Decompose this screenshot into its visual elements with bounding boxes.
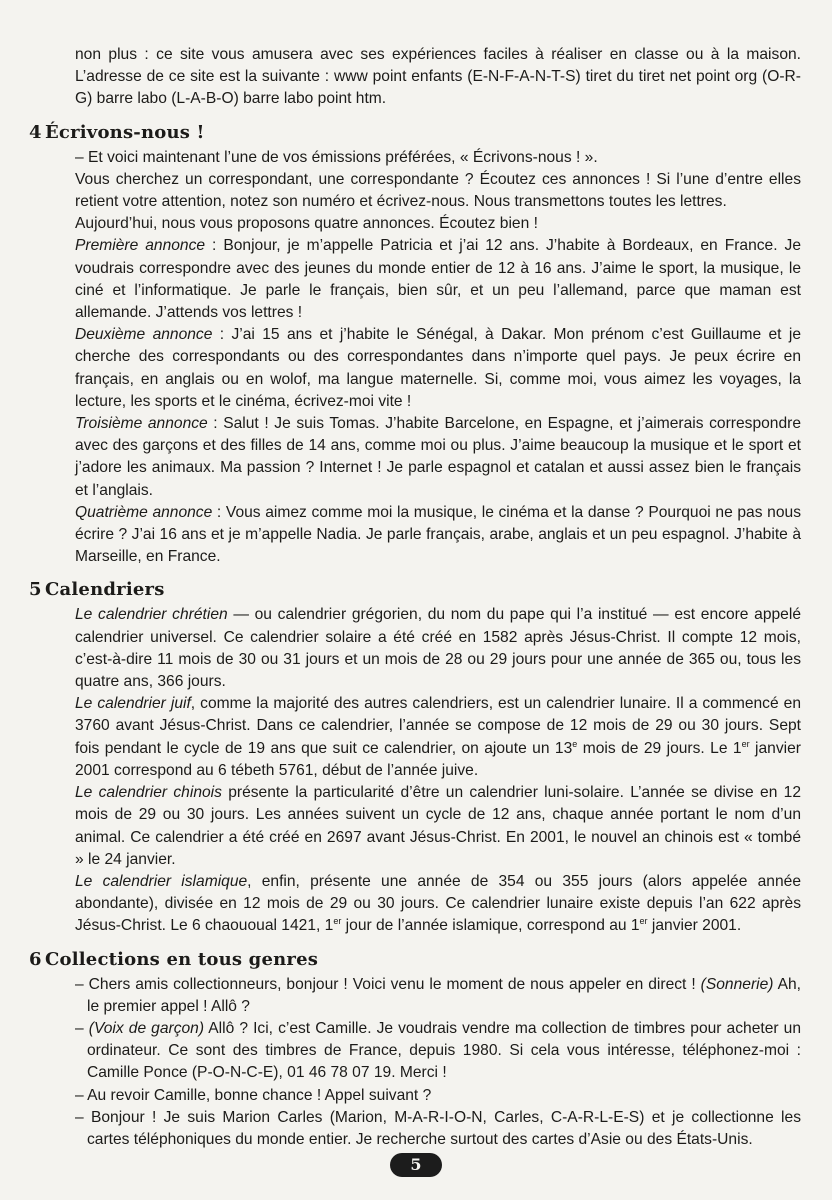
superscript: er <box>639 916 648 927</box>
announcement <box>29 324 801 413</box>
section-number: 4 <box>29 121 42 143</box>
section-number: 5 <box>29 579 42 601</box>
superscript: e <box>572 738 578 749</box>
calendar-paragraph <box>29 871 801 938</box>
superscript: er <box>333 916 342 927</box>
section-6-heading <box>29 948 801 972</box>
announcement <box>29 413 801 502</box>
dialogue-line <box>29 1018 801 1085</box>
stage-direction: (Sonnerie) <box>700 975 774 993</box>
page-number: 5 <box>390 1153 442 1177</box>
section-4-paragraph: Aujourd’hui, nous vous proposons quatre annonces. Écoutez bien ! <box>75 215 538 233</box>
announcement-text: : Bonjour, je m’appelle Patricia et j’ai 12 ans. J’habite à Bordeaux, en France. Je voudrais correspondre avec des jeunes du monde entier de 12 à 16 ans. J’aime le sport, la musique, le ciné et l’informatique. Je parle le français, bien sûr, et un peu l’allemand, parce que maman est allemande. J’attends vos lettres ! <box>75 237 801 322</box>
calendar-text: jour de l’année islamique, correspond au 1 <box>341 917 640 935</box>
announcement <box>29 235 801 324</box>
announcement-text: : Salut ! Je suis Tomas. J’habite Barcelone, en Espagne, et j’aimerais correspondre avec des garçons et des filles de 14 ans, comme moi ou plus. J’aime beaucoup la musique et le sport et j’adore les animaux. Ma passion ? Internet ! Je parle espagnol et catalan et aussi assez bien le français et l’anglais. <box>75 415 801 499</box>
announcement-text: : J’ai 15 ans et j’habite le Sénégal, à Dakar. Mon prénom c’est Guillaume et je cherche des correspondants ou des correspondantes dans n’importe quel pays. Je peux écrire en français, en anglais ou en wolof, ma langue maternelle. Si, comme moi, vous aimez les voyages, la lecture, les sports et le cinéma, écrivez-moi vite ! <box>75 326 801 410</box>
calendar-paragraph <box>29 604 801 693</box>
calendar-text: mois de 29 jours. Le 1 <box>577 739 742 757</box>
announcement-label: Quatrième annonce <box>75 503 213 521</box>
calendar-text: janvier 2001 correspond au 6 tébeth 5761, début de l’année juive. <box>75 739 801 779</box>
calendar-label: Le calendrier chinois <box>75 784 222 802</box>
calendar-text: , comme la majorité des autres calendriers, est un calendrier lunaire. Il a commencé en 3760 avant Jésus-Christ. Dans ce calendrier, l’année se compose de 12 mois de 29 ou 30 jours. Sept fois pendant le cycle de 19 ans que suit ce calendrier, on ajoute un 13 <box>75 695 802 757</box>
dialogue-line: – Bonjour ! Je suis Marion Carles (Marion, M-A-R-I-O-N, Carles, C-A-R-L-E-S) et je collectionne les cartes téléphoniques du monde entier. Je recherche surtout des cartes d’Asie ou des États-Unis. <box>75 1108 801 1148</box>
document-body <box>29 44 801 1151</box>
dialogue-line <box>29 974 801 1018</box>
dialogue-text: Allô ? Ici, c’est Camille. Je voudrais vendre ma collection de timbres pour acheter un ordinateur. Ce sont des timbres de France, depuis 1980. Si cela vous intéresse, téléphonez-moi : Camille Ponce (P-O-N-C-E), 01 46 78 07 19. Merci ! <box>87 1019 801 1082</box>
announcement <box>29 502 801 569</box>
intro-paragraph: non plus : ce site vous amusera avec ses expériences faciles à réaliser en classe ou à la maison. L’adresse de ce site est la suivante : www point enfants (E-N-F-A-N-T-S) tiret du tiret net point org (O-R-G) barre labo (L-A-B-O) barre labo point htm. <box>75 46 801 108</box>
section-title: Calendriers <box>45 579 165 601</box>
calendar-text: , enfin, présente une année de 354 ou 355 jours (alors appelée année abondante), divisée en 12 mois de 29 ou 30 jours. Ce calendrier lunaire existe depuis l’an 622 après Jésus-Christ. Le 6 chaououal 1421, 1 <box>75 872 801 935</box>
dialogue-dash: – <box>75 1019 89 1037</box>
section-title: Écrivons-nous ! <box>45 121 205 143</box>
section-4-heading <box>29 121 801 145</box>
section-title: Collections en tous genres <box>45 948 319 970</box>
announcement-label: Troisième annonce <box>75 415 208 433</box>
section-4-paragraph: Vous cherchez un correspondant, une correspondante ? Écoutez ces annonces ! Si l’une d’entre elles retient votre attention, notez son numéro et écrivez-nous. Nous transmettons toutes les lettres. <box>75 170 801 211</box>
section-4-intro-line: – Et voici maintenant l’une de vos émissions préférées, « Écrivons-nous ! ». <box>75 148 598 166</box>
calendar-text: présente la particularité d’être un calendrier luni-solaire. L’année se divise en 12 mois de 29 ou 30 jours. Les années suivent un cycle de 12 ans, chaque année portant le nom d’un animal. Ce calendrier a été créé en 2697 avant Jésus-Christ. En 2001, le nouvel an chinois est « tombé » le 24 janvier. <box>75 784 801 868</box>
calendar-label: Le calendrier islamique <box>75 872 248 890</box>
calendar-label: Le calendrier juif <box>75 695 191 713</box>
dialogue-text: Ah, le premier appel ! Allô ? <box>87 975 801 1015</box>
dialogue-text: – Chers amis collectionneurs, bonjour ! Voici venu le moment de nous appeler en direct ! <box>75 975 701 993</box>
section-number: 6 <box>29 948 42 970</box>
announcement-text: : Vous aimez comme moi la musique, le cinéma et la danse ? Pourquoi ne pas nous écrire ? J’ai 16 ans et je m’appelle Nadia. Je parle français, arabe, anglais et un peu espagnol. J’habite à Marseille, en France. <box>75 503 801 566</box>
announcement-label: Première annonce <box>75 237 206 255</box>
stage-direction: (Voix de garçon) <box>88 1019 205 1037</box>
calendar-paragraph <box>29 693 801 782</box>
calendar-text: — ou calendrier grégorien, du nom du pape qui l’a institué — est encore appelé calendrier universel. Ce calendrier solaire a été créé en 1582 après Jésus-Christ. Il compte 12 mois, c’est-à-dire 11 mois de 30 ou 31 jours et un mois de 28 ou 29 jours pour une année de 365 ou, tous les quatre ans, 366 jours. <box>75 606 801 691</box>
calendar-text: janvier 2001. <box>647 917 742 935</box>
announcement-label: Deuxième annonce <box>75 326 213 344</box>
superscript: er <box>741 738 750 749</box>
section-5-heading <box>29 578 801 602</box>
calendar-paragraph <box>29 782 801 871</box>
calendar-label: Le calendrier chrétien <box>75 606 228 624</box>
dialogue-line: – Au revoir Camille, bonne chance ! Appel suivant ? <box>75 1086 432 1104</box>
